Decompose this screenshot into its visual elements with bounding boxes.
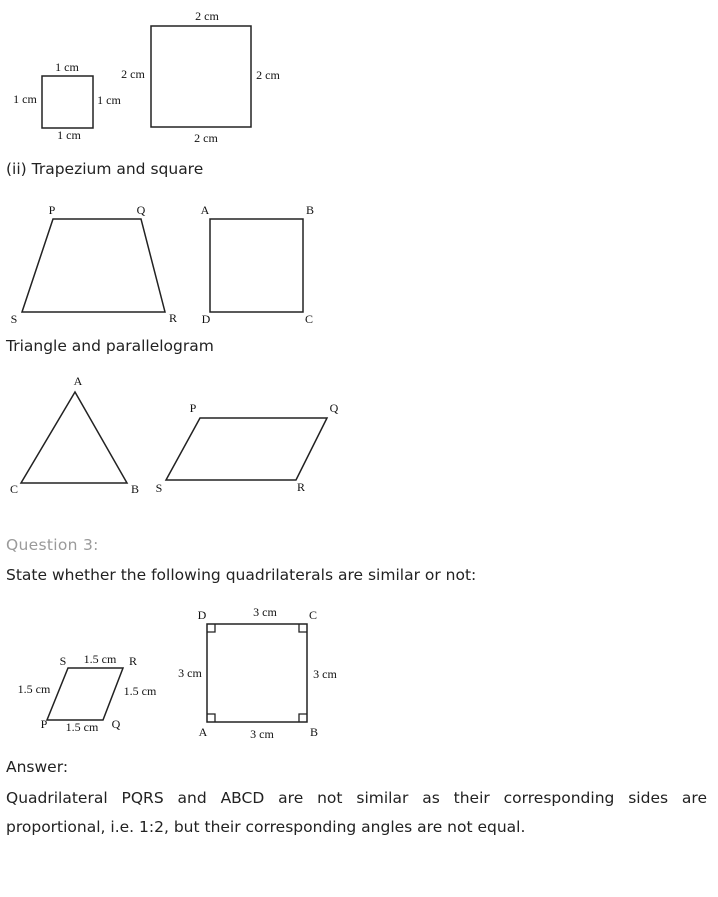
trapezium-vertex-r: R [168,311,178,325]
question-text: State whether the following quadrilaterals are similar or not: [6,566,477,584]
small-square-bottom-label: 1 cm [57,128,81,142]
square-vertex-d: D [201,312,211,326]
square-q3-vertex-c: C [308,608,318,622]
small-square-top-label: 1 cm [55,60,79,74]
square-vertex-c: C [304,312,314,326]
big-square-right-label: 2 cm [256,68,280,82]
square-vertex-a: A [200,203,210,217]
square-vertex-b: B [305,203,315,217]
square-q3-bottom-label: 3 cm [250,727,274,741]
square-q3-vertex-d: D [197,608,207,622]
big-square-top-label: 2 cm [195,9,219,23]
parallelogram-vertex-q: Q [329,401,339,415]
right-angle-marker-c [299,624,307,632]
rhombus-vertex-p: P [40,717,48,731]
part-triangle-heading: Triangle and parallelogram [6,337,214,355]
trapezium-vertex-p: P [48,203,56,217]
square-q3-vertex-a: A [198,725,208,739]
triangle-vertex-c: C [9,482,19,496]
right-angle-marker-a [207,714,215,722]
rhombus-vertex-r: R [128,654,138,668]
parallelogram-vertex-r: R [296,480,306,494]
rhombus-pqrs [47,668,123,720]
big-square-left-label: 2 cm [121,67,145,81]
triangle-vertex-b: B [130,482,140,496]
parallelogram-vertex-p: P [189,401,197,415]
part-ii-heading: (ii) Trapezium and square [6,160,204,178]
square-q3-right-label: 3 cm [313,667,337,681]
parallelogram-vertex-s: S [155,481,163,495]
right-angle-marker-d [207,624,215,632]
trapezium-vertex-q: Q [136,203,146,217]
answer-label: Answer: [6,758,69,776]
triangle-vertex-a: A [73,374,83,388]
rhombus-right-label: 1.5 cm [123,684,157,698]
rhombus-top-label: 1.5 cm [83,652,117,666]
rhombus-vertex-q: Q [111,717,121,731]
answer-text: Quadrilateral PQRS and ABCD are not similar as their corresponding sides are proportional, i.e. 1:2, but their corresponding angles are not equal. [6,789,707,836]
square-q3-left-label: 3 cm [178,666,202,680]
big-square-bottom-label: 2 cm [194,131,218,145]
small-square-right-label: 1 cm [97,93,121,107]
rhombus-left-label: 1.5 cm [17,682,51,696]
right-angle-marker-b [299,714,307,722]
trapezium-vertex-s: S [10,312,18,326]
square-abcd-q3 [207,624,307,722]
rhombus-bottom-label: 1.5 cm [65,720,99,734]
square-q3-top-label: 3 cm [253,605,277,619]
question-label: Question 3: [6,536,99,554]
small-square-left-label: 1 cm [13,92,37,106]
square-q3-vertex-b: B [309,725,319,739]
rhombus-vertex-s: S [59,654,67,668]
